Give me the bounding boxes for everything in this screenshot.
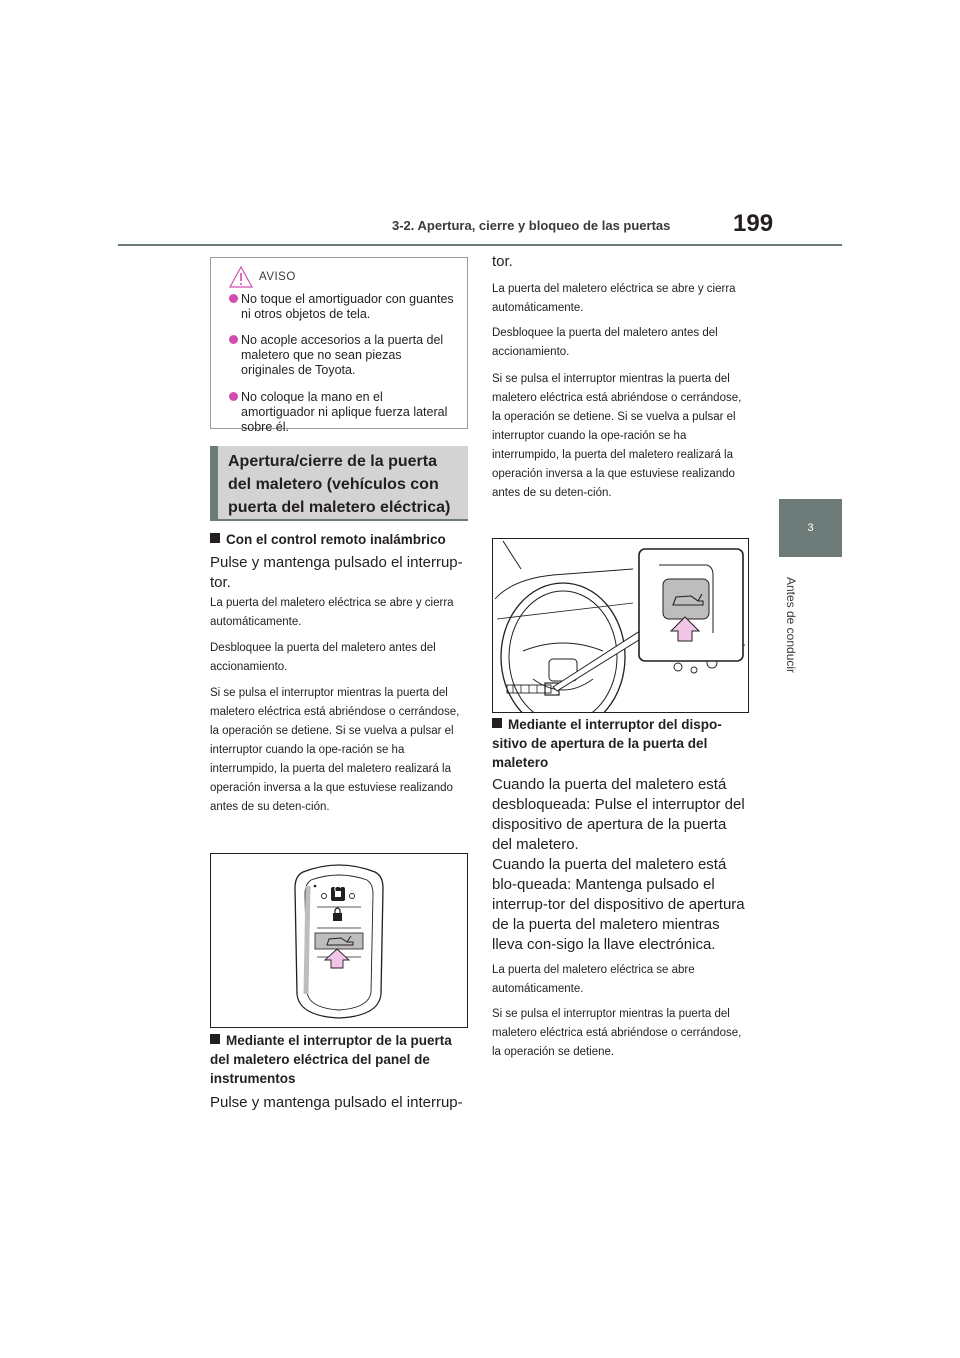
note: La puerta del maletero eléctrica se abre y cierra automáticamente. <box>492 283 736 314</box>
bullet-icon <box>229 392 238 401</box>
warning-item <box>229 390 455 435</box>
dashboard-illustration <box>493 539 748 712</box>
paragraph: Cuando la puerta del maletero está desbloqueada: Pulse el interruptor del dispositivo de apertura de la puerta del maletero. <box>492 776 745 853</box>
subsection-title <box>492 715 754 772</box>
subsection-title-text: Mediante el interruptor de la puerta del maletero eléctrica del panel de instrumentos <box>210 1033 452 1086</box>
bullet-icon <box>229 294 238 303</box>
section-heading-text: Apertura/cierre de la puerta del maletero (vehículos con puerta del maletero eléctrica) <box>228 453 451 516</box>
warning-item-text: No toque el amortiguador con guantes ni otros objetos de tela. <box>241 292 454 321</box>
warning-item <box>229 292 455 322</box>
note: Desbloquee la puerta del maletero antes del accionamiento. <box>492 327 718 358</box>
warning-triangle-icon <box>229 266 253 288</box>
subsection-title <box>210 1031 468 1088</box>
square-bullet-icon <box>210 1034 220 1044</box>
note: Si se pulsa el interruptor mientras la puerta del maletero eléctrica está abriéndose o cerrándose, la operación se detiene. <box>492 1008 742 1058</box>
subsection-title-text: Mediante el interruptor del dispo-sitivo de apertura de la puerta del maletero <box>492 717 722 770</box>
warning-item <box>229 333 455 378</box>
subsection-title-text: Con el control remoto inalámbrico <box>226 532 446 547</box>
page-number: 199 <box>733 210 774 237</box>
section-heading <box>210 446 468 521</box>
warning-box <box>210 257 468 434</box>
note: Si se pulsa el interruptor mientras la puerta del maletero eléctrica está abriéndose o cerrándose, la operación se detiene. Si se vuelva a pulsar el interruptor cuando la ope-ración se ha interrumpido, la puerta del maletero realizará la operación inversa a la que estuviese realizando antes de su deten-ción. <box>210 687 460 813</box>
paragraph: Cuando la puerta del maletero está blo-queada: Mantenga pulsado el interrup-tor del dispositivo de apertura de la puerta del maletero mientras lleva con-sigo la llave electrónica. <box>492 856 745 953</box>
paragraph: tor. <box>492 253 513 270</box>
note: La puerta del maletero eléctrica se abre automáticamente. <box>492 964 695 995</box>
key-fob-figure <box>210 853 468 1028</box>
chapter-label <box>771 565 811 685</box>
warning-item-text: No acople accesorios a la puerta del maletero que no sean piezas originales de Toyota. <box>241 333 444 377</box>
chapter-tab: 3 <box>779 499 842 557</box>
warning-header <box>211 266 467 290</box>
header-rule <box>118 244 842 246</box>
warning-item-text: No coloque la mano en el amortiguador ni aplique fuerza lateral sobre él. <box>241 390 448 434</box>
note: La puerta del maletero eléctrica se abre y cierra automáticamente. <box>210 597 454 628</box>
key-fob-illustration <box>211 854 467 1027</box>
note: Si se pulsa el interruptor mientras la puerta del maletero eléctrica está abriéndose o cerrándose, la operación se detiene. Si se vuelva a pulsar el interruptor cuando la ope-ración se ha interrumpido, la puerta del maletero realizará la operación inversa a la que estuviese realizando antes de su deten-ción. <box>492 373 742 499</box>
square-bullet-icon <box>492 718 502 728</box>
dashboard-figure <box>492 538 749 713</box>
note: Desbloquee la puerta del maletero antes del accionamiento. <box>210 642 436 673</box>
bullet-icon <box>229 335 238 344</box>
chapter-label-text: Antes de conducir <box>784 576 798 674</box>
warning-title: AVISO <box>259 271 296 283</box>
square-bullet-icon <box>210 533 220 543</box>
paragraph: Pulse y mantenga pulsado el interrup- <box>210 1094 463 1111</box>
running-header-section: 3-2. Apertura, cierre y bloqueo de las puertas <box>392 218 671 233</box>
subsection-title <box>210 530 472 549</box>
paragraph: Pulse y mantenga pulsado el interrup-tor. <box>210 554 463 591</box>
